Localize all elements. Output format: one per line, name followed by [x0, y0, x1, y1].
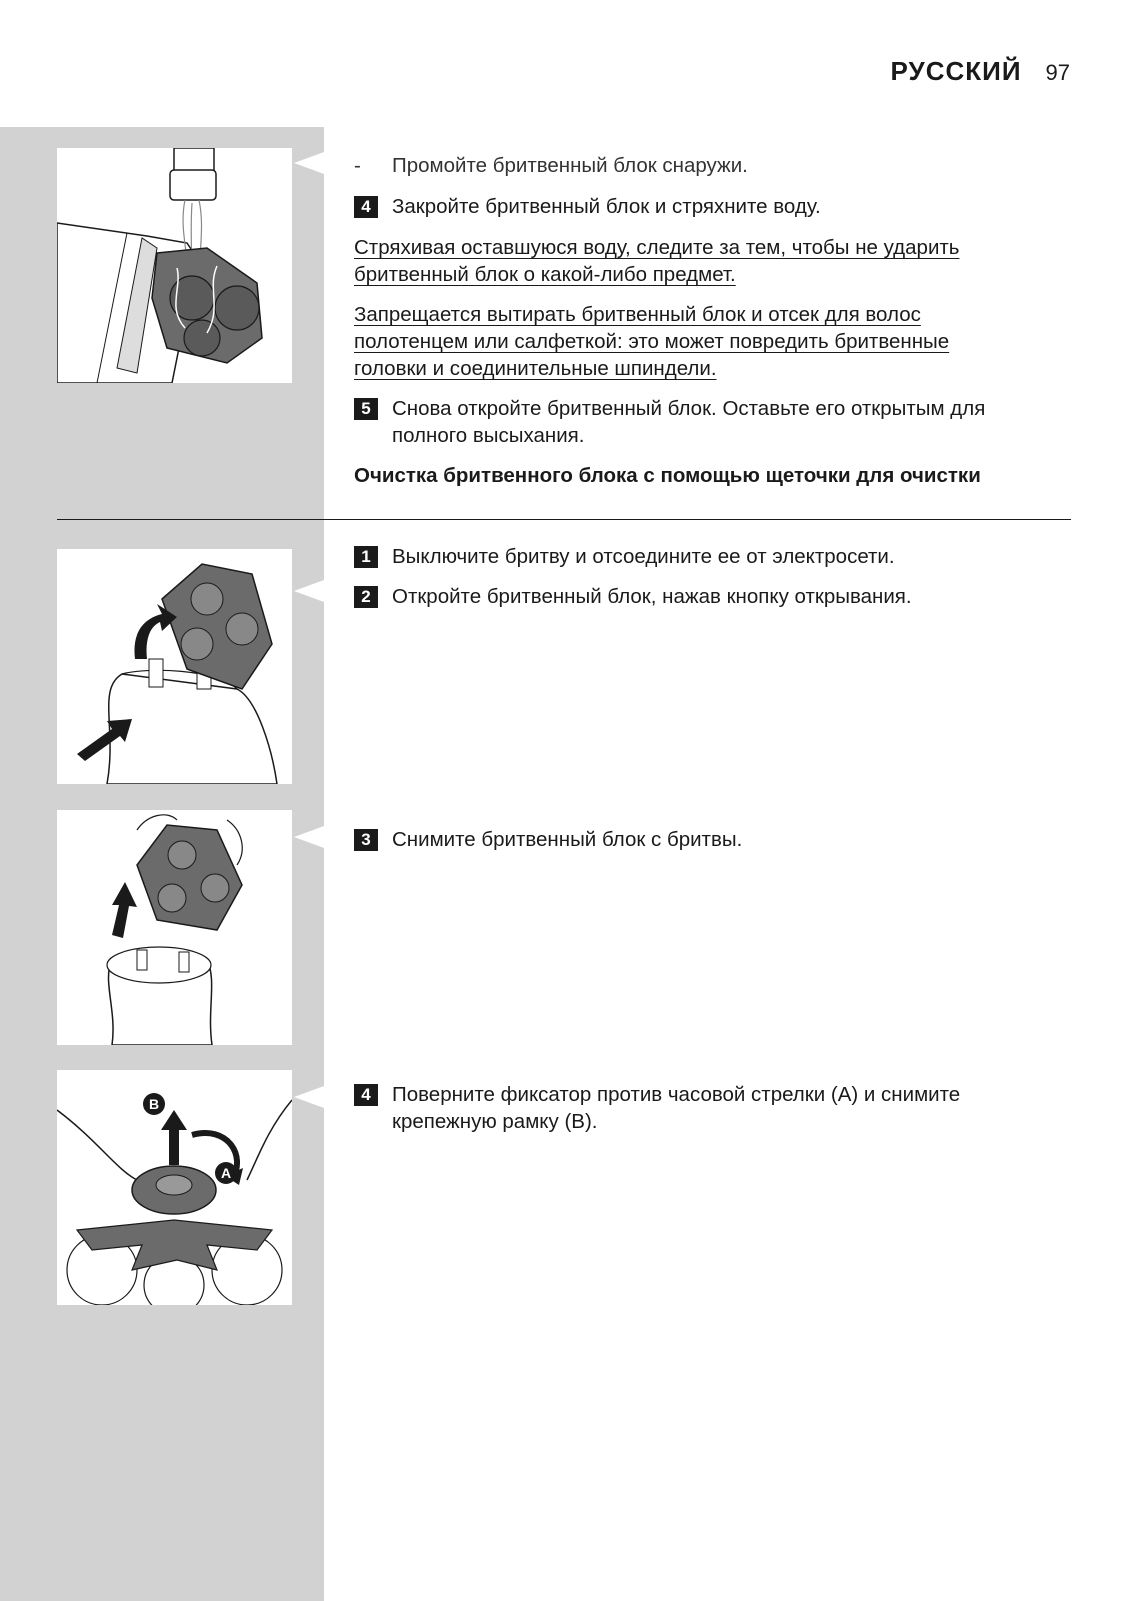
- figure-retaining-frame: [57, 1070, 292, 1305]
- figure-rinse-shaving-unit: [57, 148, 292, 383]
- figure-pointer: [294, 1086, 324, 1108]
- language-label: РУССКИЙ: [890, 56, 1022, 86]
- step-number: 1: [354, 546, 378, 568]
- figure-pointer: [294, 580, 324, 602]
- label-a: A: [220, 1165, 232, 1181]
- page-number: 97: [1045, 60, 1070, 85]
- step-remove-unit: 3 Снимите бритвенный блок с бритвы.: [354, 826, 1054, 853]
- step-close-unit: 4 Закройте бритвенный блок и стряхните воду.: [354, 193, 1054, 220]
- step-number: 4: [354, 196, 378, 218]
- step-switch-off: 1 Выключите бритву и отсоедините ее от электросети.: [354, 543, 1054, 570]
- section-divider: [57, 519, 1071, 520]
- step-number: 2: [354, 586, 378, 608]
- figure-pointer: [294, 152, 324, 174]
- warning-shake-text: Стряхивая оставшуюся воду, следите за тем, чтобы не ударить бритвенный блок о какой-либо предмет.: [354, 236, 960, 286]
- step-number: 5: [354, 398, 378, 420]
- figure-remove-shaving-unit: [57, 810, 292, 1045]
- warning-dry-text: Запрещается вытирать бритвенный блок и отсек для волос полотенцем или салфеткой: это может повредить бритвенные головки и соединительные шпиндели.: [354, 303, 950, 380]
- page-header: [891, 56, 1070, 87]
- section-heading: Очистка бритвенного блока с помощью щеточки для очистки: [354, 464, 981, 487]
- step-open-release: 2 Откройте бритвенный блок, нажав кнопку открывания.: [354, 583, 1054, 610]
- label-b: B: [148, 1096, 160, 1112]
- rinse-outside-text: - Промойте бритвенный блок снаружи.: [354, 152, 1054, 179]
- figure-open-shaving-unit: [57, 549, 292, 784]
- figure-pointer: [294, 826, 324, 848]
- step-number: 4: [354, 1084, 378, 1106]
- step-number: 3: [354, 829, 378, 851]
- step-open-unit: 5 Снова откройте бритвенный блок. Оставьте его открытым для полного высыхания.: [354, 395, 1054, 449]
- step-remove-frame: 4 Поверните фиксатор против часовой стрелки (A) и снимите крепежную рамку (B).: [354, 1081, 1054, 1135]
